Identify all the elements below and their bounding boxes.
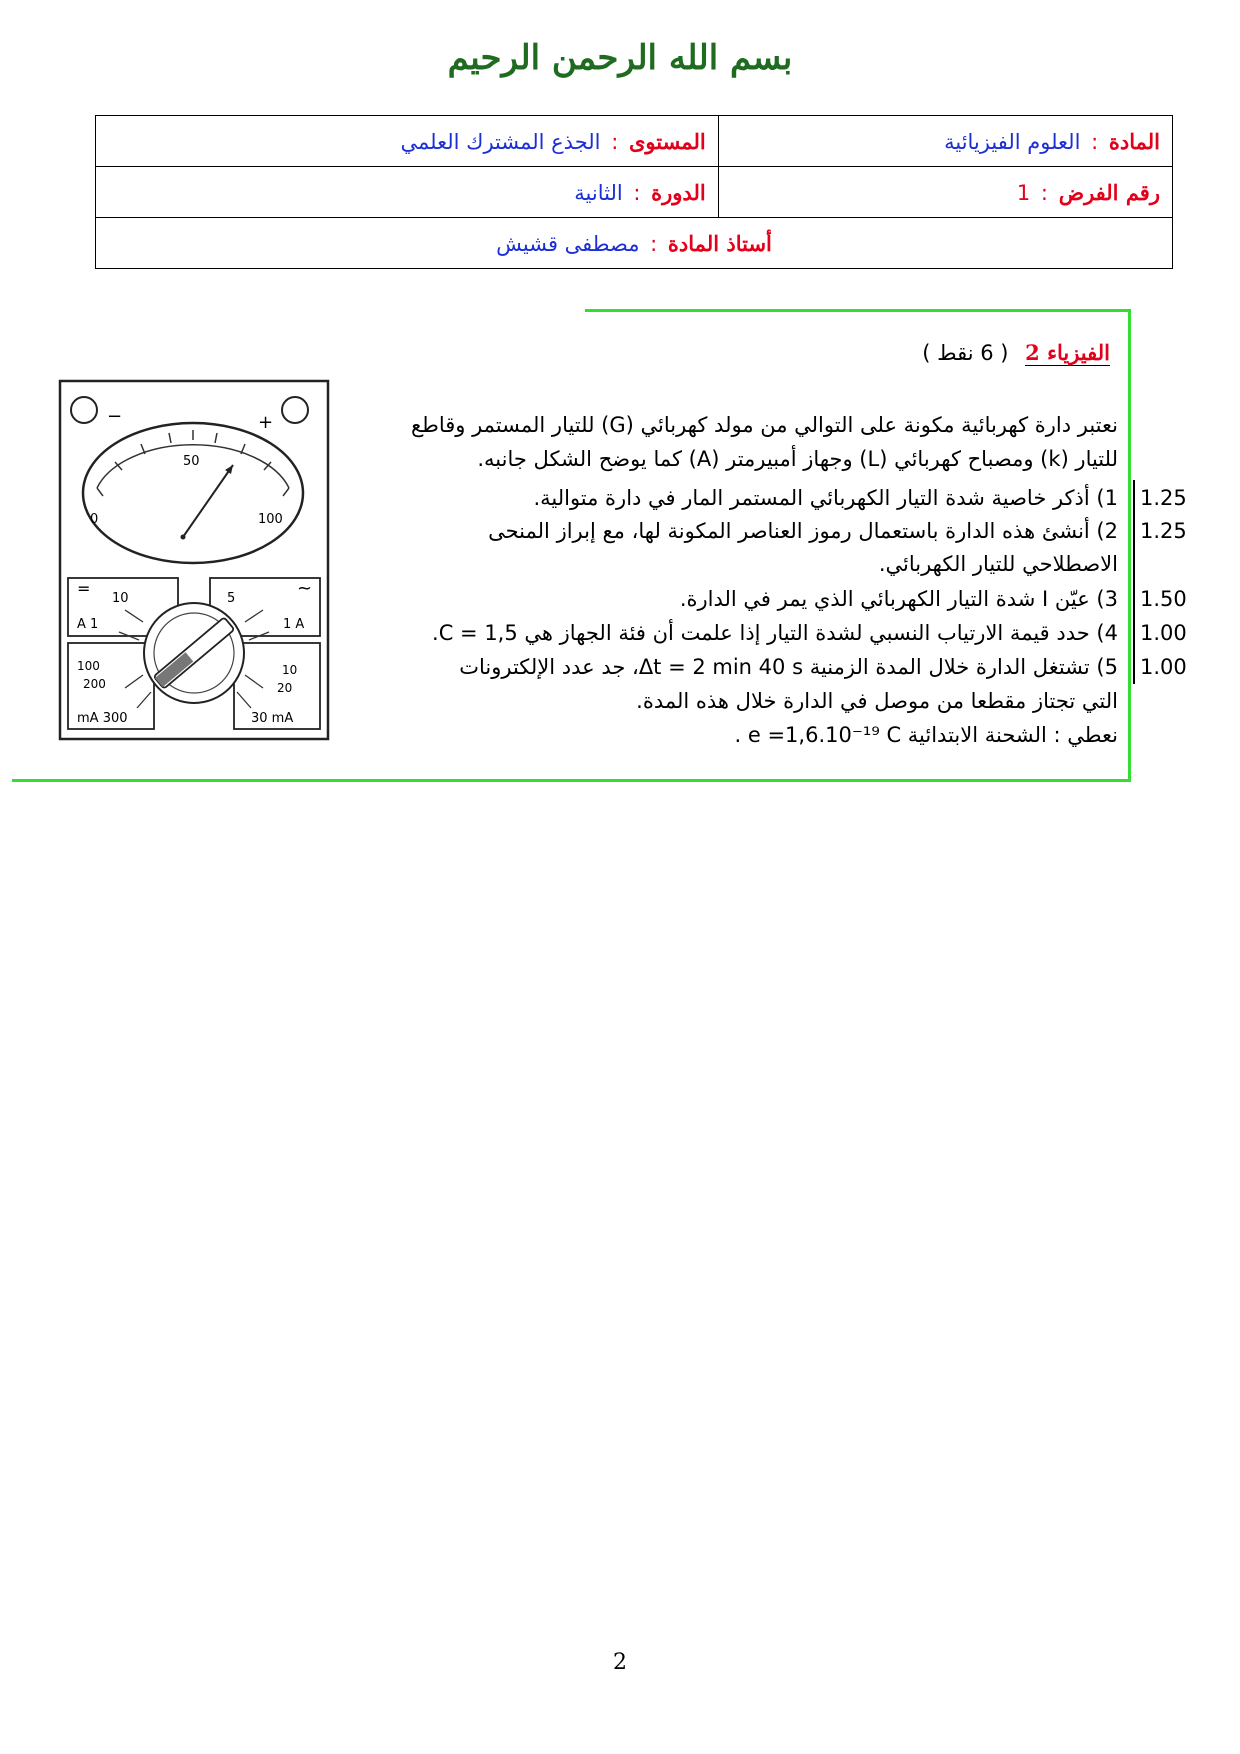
minus-sign: − xyxy=(107,406,123,427)
session-label: الدورة xyxy=(651,179,706,205)
ma-left-1: 100 xyxy=(77,659,100,673)
teacher-cell xyxy=(96,218,1173,269)
question-5-line-1: 5) تشتغل الدارة خلال المدة الزمنية Δt = 2 min 40 s، جد عدد الإلكترونات xyxy=(459,655,1118,679)
test-number-value: 1 xyxy=(1016,180,1031,205)
question-4-points: 1.00 xyxy=(1140,621,1187,645)
ma-left-3: mA 300 xyxy=(77,711,128,726)
level-value: الجذع المشترك العلمي xyxy=(400,129,601,154)
test-number-sep: : xyxy=(1040,180,1048,205)
session-sep: : xyxy=(633,180,641,205)
question-1-points: 1.25 xyxy=(1140,486,1187,510)
exercise-points: ( 6 نقط ) xyxy=(922,341,1009,365)
scale-max-label: 100 xyxy=(258,512,283,527)
question-5-line-2: التي تجتاز مقطعا من موصل في الدارة خلال هذه المدة. xyxy=(636,689,1118,713)
test-number-label: رقم الفرض xyxy=(1058,179,1160,205)
ma-right-1: 10 xyxy=(282,663,298,677)
info-table xyxy=(95,115,1173,269)
subject-label: المادة xyxy=(1108,128,1160,154)
session-cell xyxy=(96,167,719,218)
subject-cell xyxy=(718,116,1172,167)
question-4: 4) حدد قيمة الارتياب النسبي لشدة التيار إذا علمت أن فئة الجهاز هي C = 1,5. xyxy=(432,621,1118,645)
exercise-title xyxy=(922,340,1110,365)
teacher-sep: : xyxy=(650,231,658,256)
dc-symbol: = xyxy=(77,579,91,598)
test-number-cell xyxy=(718,167,1172,218)
question-5-points: 1.00 xyxy=(1140,655,1187,679)
ma-right-3: 30 mA xyxy=(251,711,294,726)
ac-symbol: ~ xyxy=(297,578,313,599)
exercise-frame-top xyxy=(585,309,1130,312)
ma-right-2: 20 xyxy=(277,681,293,695)
level-sep: : xyxy=(611,129,619,154)
intro-line-2: للتيار (k) ومصباح كهربائي (L) وجهاز أمبيرمتر (A) كما يوضح الشكل جانبه. xyxy=(477,447,1118,471)
subject-sep: : xyxy=(1091,129,1099,154)
ammeter-figure xyxy=(55,370,335,742)
level-cell xyxy=(96,116,719,167)
intro-line-1: نعتبر دارة كهربائية مكونة على التوالي من مولد كهربائي (G) للتيار المستمر وقاطع xyxy=(410,413,1118,437)
exercise-frame-right xyxy=(1128,309,1131,782)
ac-lower-label: 1 A xyxy=(283,617,305,632)
exercise-frame-bottom xyxy=(12,779,1131,782)
basmala-header: بسم الله الرحمن الرحيم xyxy=(447,38,793,78)
points-column-divider xyxy=(1133,480,1135,684)
question-3: 3) عيّن I شدة التيار الكهربائي الذي يمر في الدارة. xyxy=(679,587,1118,611)
subject-value: العلوم الفيزيائية xyxy=(944,129,1081,154)
plus-sign: + xyxy=(258,412,274,433)
question-2-line-1: 2) أنشئ هذه الدارة باستعمال رموز العناصر المكونة لها، مع إبراز المنحى xyxy=(488,519,1118,543)
question-2-line-2: الاصطلاحي للتيار الكهربائي. xyxy=(878,552,1118,576)
question-5-line-3: نعطي : الشحنة الابتدائية e =1,6.10⁻¹⁹ C . xyxy=(734,723,1118,747)
scale-mid-label: 50 xyxy=(183,454,200,469)
dc-lower-label: A 1 xyxy=(77,617,99,632)
teacher-label: أستاذ المادة xyxy=(667,230,772,256)
question-3-points: 1.50 xyxy=(1140,587,1187,611)
exercise-title-text: الفيزياء 2 xyxy=(1025,340,1110,365)
ma-left-2: 200 xyxy=(83,677,106,691)
scale-min-label: 0 xyxy=(90,512,99,527)
question-1: 1) أذكر خاصية شدة التيار الكهربائي المستمر المار في دارة متوالية. xyxy=(533,486,1118,510)
session-value: الثانية xyxy=(574,180,623,205)
ac-upper-label: 5 xyxy=(227,591,236,606)
page-number: 2 xyxy=(613,1650,627,1675)
level-label: المستوى xyxy=(628,128,706,154)
teacher-value: مصطفى قشيش xyxy=(496,231,640,256)
dc-upper-label: 10 xyxy=(112,591,129,606)
question-2-points: 1.25 xyxy=(1140,519,1187,543)
